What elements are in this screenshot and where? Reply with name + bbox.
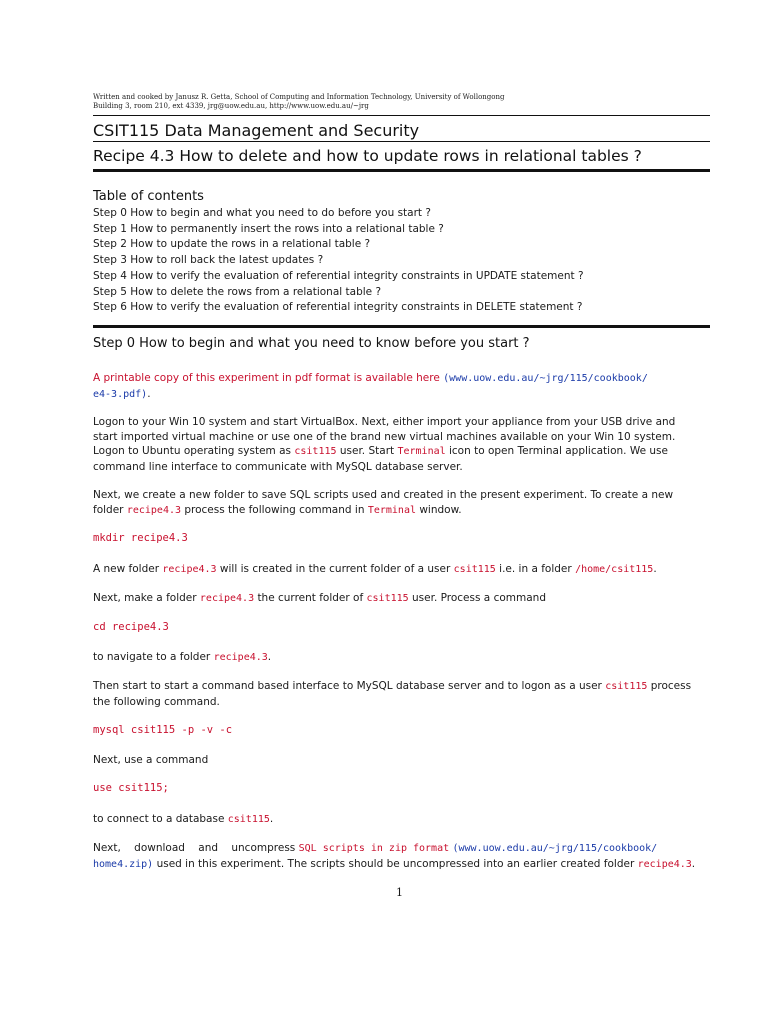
download-paragraph (93, 841, 710, 872)
terminal-code: Terminal (397, 446, 446, 458)
created-text: will is created in the current folder of a user (219, 563, 451, 575)
connect-text: to connect to a database (93, 813, 225, 825)
table-of-contents (93, 206, 584, 316)
download-text: used in this experiment. The scripts should be uncompressed into an earlier created folder (156, 857, 635, 870)
download-text: Next, download and uncompress (93, 842, 296, 854)
start-text: process (650, 680, 692, 692)
zip-url[interactable]: (www.uow.edu.au/~jrg/115/cookbook/ (452, 843, 658, 854)
folder-text: folder (93, 503, 124, 516)
page-number: 1 (396, 886, 403, 899)
period: . (653, 563, 657, 575)
logon-text: icon to open Terminal application. We use (448, 445, 668, 458)
toc-item-step5[interactable]: Step 5 How to delete the rows from a relational table ? (93, 285, 382, 298)
folder-code: recipe4.3 (637, 858, 692, 870)
author-line-1: Written and cooked by Janusz R. Getta, School of Computing and Information Technology, University of Wollongong (93, 93, 505, 101)
folder-code: recipe4.3 (199, 593, 255, 604)
created-text: i.e. in a folder (499, 563, 572, 575)
period: . (269, 813, 274, 825)
folder-code: recipe4.3 (213, 652, 268, 663)
created-paragraph (93, 562, 710, 578)
printable-link-text[interactable]: A printable copy of this experiment in pdf format is available here (93, 372, 440, 384)
toc-item-step0[interactable]: Step 0 How to begin and what you need to do before you start ? (93, 207, 431, 219)
folder-text: process the following command in (184, 503, 365, 516)
make-text: Next, make a folder (93, 592, 197, 604)
printable-url[interactable]: (www.uow.edu.au/~jrg/115/cookbook/ (443, 373, 648, 384)
author-header (93, 93, 710, 111)
navigate-text: to navigate to a folder (93, 651, 211, 663)
printable-url-end[interactable]: e4-3.pdf) (93, 388, 148, 400)
database-code: csit115 (227, 814, 270, 825)
user-code: csit115 (294, 446, 337, 458)
course-title: CSIT115 Data Management and Security (93, 121, 420, 140)
author-line-2: Building 3, room 210, ext 4339, jrg@uow.edu.au, http://www.uow.edu.au/~jrg (93, 102, 369, 110)
period: . (267, 651, 272, 663)
user-code: csit115 (605, 681, 648, 692)
folder-line-1: Next, we create a new folder to save SQL scripts used and created in the present experiment. To create a new (93, 489, 674, 501)
navigate-paragraph (93, 650, 710, 666)
start-text: Then start to start a command based interface to MySQL database server and to logon as a user (93, 680, 602, 692)
cd-command: cd recipe4.3 (93, 621, 169, 633)
logon-line-1: Logon to your Win 10 system and start VirtualBox. Next, either import your appliance from your USB drive and (93, 416, 676, 428)
connect-paragraph (93, 812, 710, 828)
logon-line-2: start imported virtual machine or use one of the brand new virtual machines available on your Win 10 system. (93, 430, 676, 443)
make-paragraph (93, 591, 710, 607)
zip-link-text[interactable]: SQL scripts in zip format (298, 843, 450, 854)
recipe-title: Recipe 4.3 How to delete and how to update rows in relational tables ? (93, 147, 642, 165)
toc-item-step2[interactable]: Step 2 How to update the rows in a relational table ? (93, 238, 371, 251)
period: . (691, 857, 696, 870)
toc-item-step4[interactable]: Step 4 How to verify the evaluation of referential integrity constraints in UPDATE statement ? (93, 269, 584, 282)
make-text: the current folder of (257, 592, 364, 604)
logon-text: Logon to Ubuntu operating system as (93, 445, 292, 458)
terminal-code: Terminal (367, 504, 416, 516)
make-text: user. Process a command (412, 592, 546, 604)
folder-code: recipe4.3 (126, 504, 182, 516)
logon-text: user. Start (339, 445, 395, 458)
mkdir-command: mkdir recipe4.3 (93, 532, 188, 544)
step0-heading: Step 0 How to begin and what you need to know before you start ? (93, 336, 530, 351)
user-code: csit115 (366, 593, 409, 604)
toc-item-step6[interactable]: Step 6 How to verify the evaluation of referential integrity constraints in DELETE statement ? (93, 301, 583, 314)
logon-paragraph (93, 415, 710, 474)
use-command: use csit115; (93, 782, 169, 794)
period: . (147, 387, 151, 400)
start-paragraph (93, 679, 710, 709)
toc-item-step3[interactable]: Step 3 How to roll back the latest updates ? (93, 254, 324, 267)
zip-url-end[interactable]: home4.zip) (93, 858, 154, 870)
recipe-rule (93, 169, 710, 172)
user-code: csit115 (453, 564, 496, 575)
use-intro: Next, use a command (93, 754, 209, 766)
path-code: /home/csit115 (575, 564, 654, 575)
toc-rule (93, 325, 710, 328)
toc-title: Table of contents (93, 189, 204, 204)
logon-line-4: command line interface to communicate with MySQL database server. (93, 460, 463, 473)
course-rule (93, 141, 710, 142)
folder-text: window. (419, 503, 462, 516)
created-text: A new folder (93, 563, 160, 575)
folder-paragraph (93, 488, 710, 518)
mysql-command: mysql csit115 -p -v -c (93, 724, 233, 736)
start-line-2: the following command. (93, 695, 220, 708)
toc-item-step1[interactable]: Step 1 How to permanently insert the rows into a relational table ? (93, 222, 444, 235)
folder-code: recipe4.3 (162, 564, 217, 575)
printable-paragraph (93, 371, 710, 402)
header-rule (93, 115, 710, 116)
